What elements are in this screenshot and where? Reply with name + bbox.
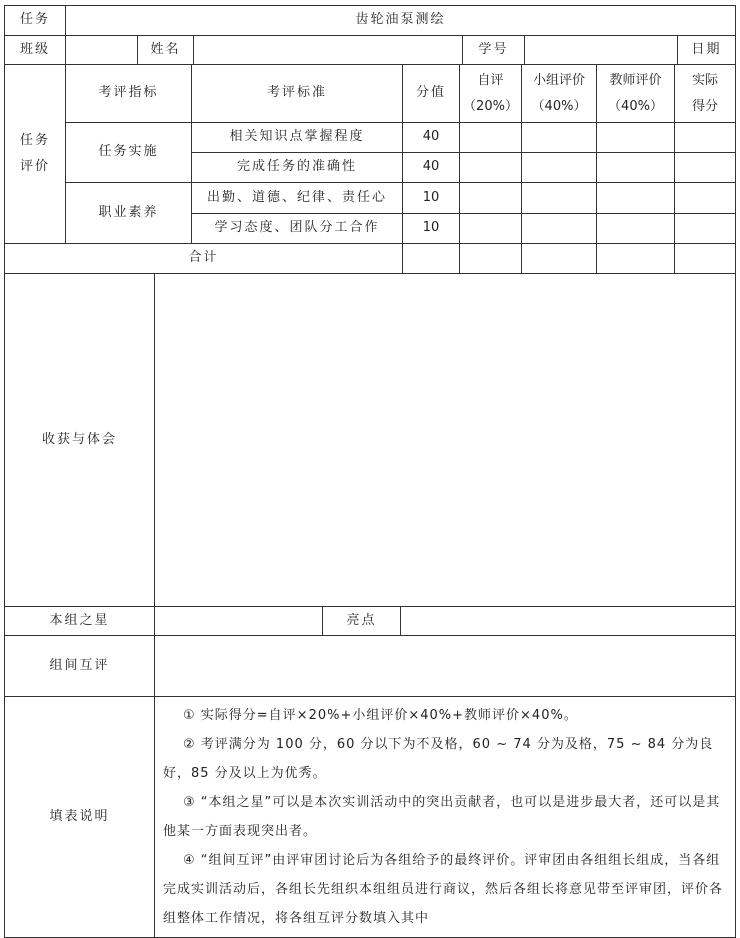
star-field[interactable]	[155, 607, 323, 636]
teacher-eval-cell[interactable]	[597, 153, 675, 183]
teacher-eval-cell[interactable]	[597, 123, 675, 153]
total-actual-cell[interactable]	[675, 244, 736, 274]
total-label: 合计	[5, 244, 403, 274]
highlight-label: 亮点	[323, 607, 401, 636]
indicator-header: 考评指标	[66, 65, 192, 123]
instructions-label: 填表说明	[5, 697, 155, 938]
group-eval-cell[interactable]	[522, 183, 597, 214]
table-row	[5, 123, 736, 153]
instructions-text	[155, 697, 736, 938]
standard-cell: 出勤、道德、纪律、责任心	[192, 183, 403, 214]
total-score-cell[interactable]	[403, 244, 460, 274]
peer-review-label: 组间互评	[5, 636, 155, 697]
evaluation-form-table	[4, 5, 736, 65]
date-label: 日期	[678, 36, 736, 65]
instruction-item: ① 实际得分=自评×20%+小组评价×40%+教师评价×40%。	[183, 708, 578, 723]
group-eval-cell[interactable]	[522, 214, 597, 244]
star-label: 本组之星	[5, 607, 155, 636]
group-eval-header: 小组评价 （40%）	[522, 65, 597, 123]
highlight-field[interactable]	[401, 607, 736, 636]
standard-cell: 相关知识点掌握程度	[192, 123, 403, 153]
reflection-label: 收获与体会	[5, 274, 155, 607]
self-eval-cell[interactable]	[460, 214, 522, 244]
instruction-item: ③ “本组之星”可以是本次实训活动中的突出贡献者，也可以是进步最大者，还可以是其他某一方面表现突出者。	[163, 795, 721, 839]
class-label: 班级	[5, 36, 66, 65]
group-eval-cell[interactable]	[522, 153, 597, 183]
instruction-item: ④ “组间互评”由评审团讨论后为各组给予的最终评价。评审团由各组组长组成，当各组完成实训活动后，各组长先组织本组组员进行商议，然后各组长将意见带至评审团，评价各组整体工作情况，将各组互评分数填入其中	[163, 853, 724, 926]
reflection-table	[4, 273, 736, 938]
total-teacher-cell[interactable]	[597, 244, 675, 274]
teacher-eval-cell[interactable]	[597, 183, 675, 214]
reflection-field[interactable]	[155, 274, 736, 607]
total-group-cell[interactable]	[522, 244, 597, 274]
actual-score-cell[interactable]	[675, 183, 736, 214]
self-eval-header: 自评 （20%）	[460, 65, 522, 123]
task-evaluation-label: 任务 评价	[5, 65, 66, 244]
score-cell: 10	[403, 214, 460, 244]
task-title: 齿轮油泵测绘	[66, 6, 736, 36]
score-cell: 10	[403, 183, 460, 214]
actual-score-cell[interactable]	[675, 214, 736, 244]
class-field[interactable]	[66, 36, 138, 65]
total-row	[5, 244, 736, 274]
name-label: 姓名	[138, 36, 194, 65]
self-eval-cell[interactable]	[460, 123, 522, 153]
indicator-professional-quality: 职业素养	[66, 183, 192, 244]
table-row	[5, 183, 736, 214]
score-header: 分值	[403, 65, 460, 123]
teacher-eval-cell[interactable]	[597, 214, 675, 244]
teacher-eval-header: 教师评价 （40%）	[597, 65, 675, 123]
indicator-task-implementation: 任务实施	[66, 123, 192, 183]
name-field[interactable]	[194, 36, 463, 65]
self-eval-cell[interactable]	[460, 153, 522, 183]
score-cell: 40	[403, 153, 460, 183]
standard-cell: 学习态度、团队分工合作	[192, 214, 403, 244]
student-id-field[interactable]	[525, 36, 678, 65]
peer-review-field[interactable]	[155, 636, 736, 697]
group-eval-cell[interactable]	[522, 123, 597, 153]
self-eval-cell[interactable]	[460, 183, 522, 214]
actual-score-cell[interactable]	[675, 123, 736, 153]
instruction-item: ② 考评满分为 100 分，60 分以下为不及格，60 ~ 74 分为及格，75 ~ 84 分为良好，85 分及以上为优秀。	[163, 737, 714, 781]
score-cell: 40	[403, 123, 460, 153]
standard-cell: 完成任务的准确性	[192, 153, 403, 183]
task-label: 任务	[5, 6, 66, 36]
student-id-label: 学号	[463, 36, 525, 65]
evaluation-score-table	[4, 64, 736, 274]
actual-score-cell[interactable]	[675, 153, 736, 183]
standard-header: 考评标准	[192, 65, 403, 123]
actual-score-header: 实际 得分	[675, 65, 736, 123]
total-self-cell[interactable]	[460, 244, 522, 274]
